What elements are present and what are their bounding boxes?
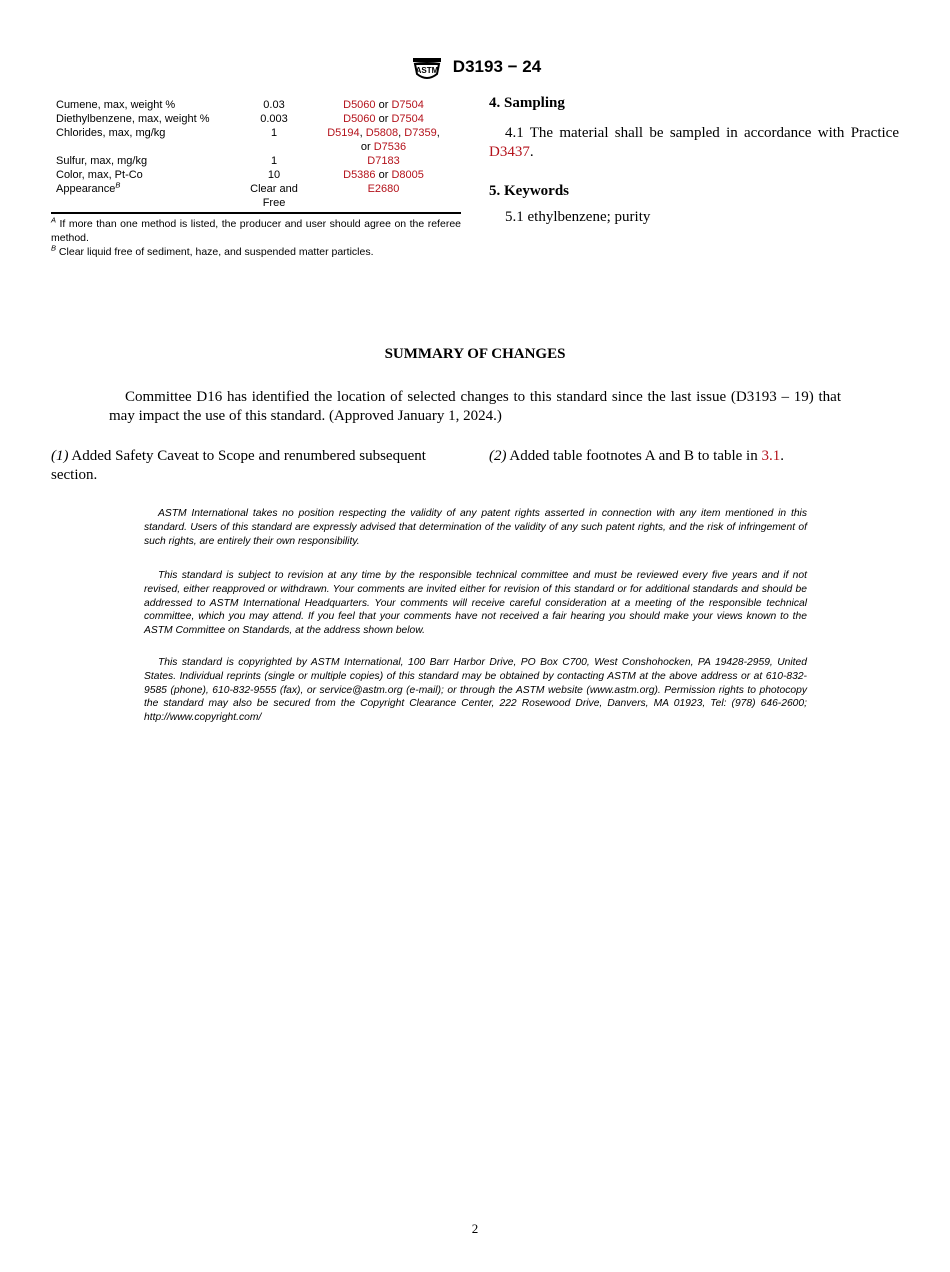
method-separator: , [436, 127, 440, 139]
method-link-e2680[interactable]: E2680 [367, 183, 400, 195]
property-cell: Cumene, max, weight % [56, 99, 176, 111]
practice-link-d3437[interactable]: D3437 [489, 144, 530, 160]
table-row [51, 126, 461, 154]
limit-cell: 0.03 [263, 99, 285, 111]
change-text: Added Safety Caveat to Scope and renumbered subsequent section. [51, 448, 426, 483]
change-number: (1) [51, 448, 69, 464]
section-link-3-1[interactable]: 3.1 [761, 448, 781, 464]
section-heading: 4. Sampling [489, 95, 565, 111]
limit-cell: 1 [270, 155, 278, 167]
table-row [51, 182, 461, 210]
table-row [51, 154, 461, 168]
section-heading: 5. Keywords [489, 183, 569, 199]
limit-line: Clear and [250, 183, 298, 195]
limit-cell: 0.003 [260, 113, 288, 125]
method-cell [306, 182, 461, 210]
method-separator: or [375, 169, 392, 181]
page-number: 2 [471, 1221, 479, 1236]
change-item-2 [489, 447, 899, 466]
limit-cell: 10 [267, 169, 281, 181]
footnote-a [51, 217, 461, 245]
change-end: . [780, 448, 784, 464]
method-separator: or [375, 113, 392, 125]
method-link-d5386[interactable]: D5386 [343, 169, 376, 181]
keywords-paragraph: 5.1 ethylbenzene; purity [505, 209, 651, 225]
footnote-b-text: Clear liquid free of sediment, haze, and suspended matter particles. [56, 246, 374, 258]
property-cell: Sulfur, max, mg/kg [56, 155, 148, 167]
sampling-paragraph [489, 124, 899, 162]
method-link-d5808[interactable]: D5808 [365, 127, 399, 139]
property-cell: Color, max, Pt-Co [56, 169, 143, 181]
table-row [51, 168, 461, 182]
method-cell [306, 126, 461, 154]
footnote-marker: B [115, 180, 121, 190]
method-cell [306, 154, 461, 168]
paragraph-end: . [529, 144, 534, 160]
method-cell [306, 112, 461, 126]
change-text: Added table footnotes A and B to table in [506, 448, 762, 464]
method-link-d7359[interactable]: D7359 [404, 127, 437, 139]
method-separator: or [360, 141, 374, 153]
method-separator: or [375, 99, 392, 111]
footnote-b [51, 245, 461, 259]
revision-notice: This standard is subject to revision at any time by the responsible technical committee and must be reviewed every five years and if not revised, either reapproved or withdrawn. Your comments are invited either for revision of this standard or for additional standards and should be addressed to ASTM International Headquarters. Your comments will receive careful consideration at a meeting of the responsible technical committee, which you may attend. If you feel that your comments have not received a fair hearing you should make your views known to the ASTM Committee on Standards, at the address shown below. [144, 570, 807, 637]
method-link-d5060[interactable]: D5060 [343, 113, 376, 125]
summary-intro: Committee D16 has identified the location of selected changes to this standard since the last issue (D3193 – 19) that may impact the use of this standard. (Approved January 1, 2024.) [109, 389, 841, 424]
method-link-d7504[interactable]: D7504 [391, 99, 424, 111]
property-cell: Chlorides, max, mg/kg [56, 127, 166, 139]
table-footnotes [51, 217, 461, 259]
limit-line: Free [262, 197, 286, 209]
paragraph-text: 4.1 The material shall be sampled in accordance with Practice [505, 125, 899, 141]
footnote-a-text: If more than one method is listed, the producer and user should agree on the referee method. [51, 218, 461, 244]
astm-logo-icon [409, 52, 445, 82]
method-link-d5060[interactable]: D5060 [343, 99, 376, 111]
logo-text: ASTM [415, 66, 439, 75]
method-link-d8005[interactable]: D8005 [391, 169, 424, 181]
method-link-d5194[interactable]: D5194 [327, 127, 360, 139]
specification-table [51, 98, 461, 210]
section-keywords [489, 182, 569, 201]
footnote-mark: A [51, 215, 57, 225]
property-cell: Diethylbenzene, max, weight % [56, 113, 210, 125]
page-header [0, 52, 950, 82]
section-sampling [489, 94, 565, 113]
method-separator: , [359, 127, 366, 139]
method-separator: , [398, 127, 405, 139]
table-row [51, 98, 461, 112]
limit-cell: 1 [270, 127, 278, 139]
property-cell [51, 182, 242, 210]
copyright-notice: This standard is copyrighted by ASTM International, 100 Barr Harbor Drive, PO Box C700, West Conshohocken, PA 19428-2959, United States. Individual reprints (single or multiple copies) of this standard may be obtained by contacting ASTM at the above address or at 610-832-9585 (phone), 610-832-9555 (fax), or service@astm.org (e-mail); or through the ASTM website (www.astm.org). Permission rights to photocopy the standard may also be secured from the Copyright Clearance Center, 222 Rosewood Drive, Danvers, MA 01923, Tel: (978) 646-2600; http://www.copyright.com/ [144, 657, 807, 724]
summary-title: SUMMARY OF CHANGES [384, 346, 566, 362]
change-number: (2) [489, 448, 507, 464]
method-link-d7504[interactable]: D7504 [391, 113, 424, 125]
method-link-d7183[interactable]: D7183 [367, 155, 400, 167]
table-row [51, 112, 461, 126]
method-cell [306, 98, 461, 112]
patent-notice: ASTM International takes no position respecting the validity of any patent rights asserted in connection with any item mentioned in this standard. Users of this standard are expressly advised that determination of the validity of any such patent rights, and the risk of infringement of such rights, are entirely their own responsibility. [144, 508, 807, 547]
footnote-mark: B [51, 243, 57, 253]
document-designation: D3193 − 24 [452, 57, 542, 76]
property-text: Appearance [56, 183, 116, 195]
limit-cell [242, 182, 306, 210]
change-item-1 [51, 447, 461, 485]
table-bottom-rule [51, 212, 461, 214]
method-cell [306, 168, 461, 182]
method-link-d7536[interactable]: D7536 [373, 141, 407, 153]
